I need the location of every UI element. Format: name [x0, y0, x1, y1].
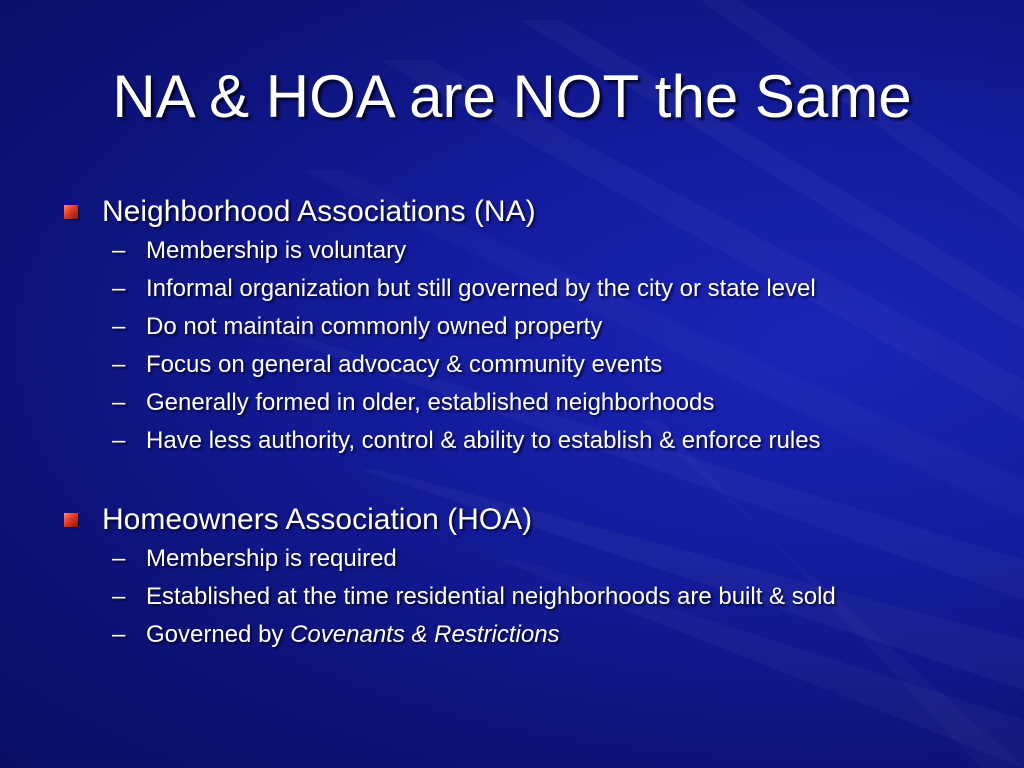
list-item-text: Have less authority, control & ability to establish & enforce rules — [146, 427, 821, 454]
list-item — [60, 422, 821, 460]
dash-icon: – — [112, 351, 126, 378]
bullet-heading-hoa — [60, 500, 836, 540]
list-item-text: Established at the time residential neighborhoods are built & sold — [146, 583, 836, 610]
dash-icon: – — [112, 621, 126, 648]
list-item-text: Informal organization but still governed by the city or state level — [146, 275, 816, 302]
dash-icon: – — [112, 313, 126, 340]
square-bullet-icon — [64, 205, 78, 219]
list-item-text: Focus on general advocacy & community events — [146, 351, 663, 378]
list-item — [60, 308, 821, 346]
list-item — [60, 540, 836, 578]
section-hoa — [60, 500, 836, 654]
list-item-text: Membership is voluntary — [146, 237, 407, 264]
list-item-text: Do not maintain commonly owned property — [146, 313, 603, 340]
heading-text: Neighborhood Associations (NA) — [102, 195, 536, 228]
list-item-text: Generally formed in older, established neighborhoods — [146, 389, 715, 416]
list-item-text: Membership is required — [146, 545, 397, 572]
dash-icon: – — [112, 427, 126, 454]
heading-text: Homeowners Association (HOA) — [102, 503, 533, 536]
bullet-heading-na — [60, 192, 821, 232]
list-item — [60, 578, 836, 616]
list-item-prefix: Governed by — [146, 621, 291, 648]
section-na — [60, 192, 821, 460]
dash-icon: – — [112, 237, 126, 264]
list-item — [60, 616, 836, 654]
dash-icon: – — [112, 389, 126, 416]
dash-icon: – — [112, 275, 126, 302]
slide-title: NA & HOA are NOT the Same — [112, 63, 912, 130]
list-item — [60, 384, 821, 422]
list-item-emphasis: Covenants & Restrictions — [290, 621, 560, 648]
dash-icon: – — [112, 583, 126, 610]
list-item — [60, 346, 821, 384]
square-bullet-icon — [64, 513, 78, 527]
list-item — [60, 270, 821, 308]
dash-icon: – — [112, 545, 126, 572]
list-item — [60, 232, 821, 270]
